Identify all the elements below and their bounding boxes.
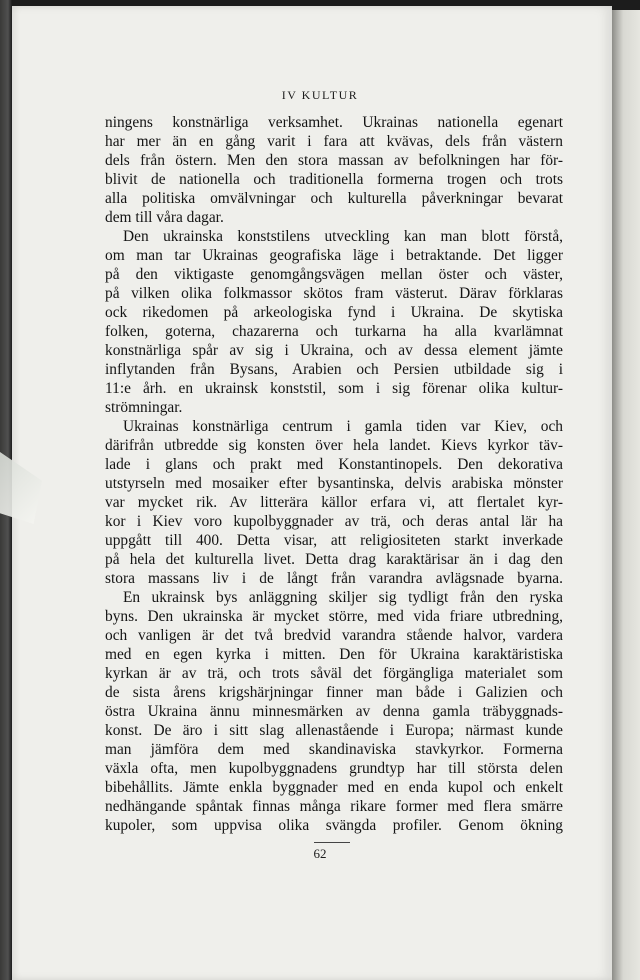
- text-line: Ukrainas konstnärliga centrum i gamla tiden var Kiev, och: [123, 418, 563, 435]
- text-line: man jämföra dem med skandinaviska stavkyrkor. Formerna: [105, 741, 563, 758]
- page-number: 62: [313, 846, 327, 861]
- text-line: med en egen kyrka i mitten. Den för Ukraina karaktäristiska: [105, 646, 563, 663]
- text-line: kupoler, som uppvisa olika svängda profiler. Genom ökning: [105, 817, 563, 834]
- text-line: konst. De äro i sitt slag allenastående i Europa; närmast kunde: [105, 722, 563, 739]
- text-line: strömningar.: [105, 399, 183, 416]
- text-line: de sista årens krigshärjningar finner man både i Galizien och: [105, 684, 563, 701]
- text-line: inflytanden från Bysans, Arabien och Persien utbildade sig i: [105, 361, 563, 378]
- text-line: En ukrainsk bys anläggning skiljer sig tydligt från den ryska: [123, 589, 563, 606]
- body-text: [105, 113, 563, 835]
- text-line: om man tar Ukrainas geografiska läge i betraktande. Det ligger: [105, 247, 563, 264]
- text-line: kyrkan är av trä, och trots såväl det förgängliga materialet som: [105, 665, 563, 682]
- text-line: därifrån utbredde sig konsten över hela landet. Kievs kyrkor täv-: [105, 437, 563, 454]
- text-line: ningens konstnärliga verksamhet. Ukrainas nationella egenart: [105, 114, 563, 131]
- text-line: Den ukrainska konststilens utveckling kan man blott förstå,: [123, 228, 563, 245]
- text-line: på vilken olika folkmassor skötos fram västerut. Därav förklaras: [105, 285, 563, 302]
- text-line: på den viktigaste genomgångsvägen mellan öster och väster,: [105, 266, 563, 283]
- page-number-rule: [314, 842, 350, 843]
- running-header: IV KULTUR: [281, 88, 359, 102]
- text-line: alla politiska omvälvningar och kulturella påverkningar bevarat: [105, 190, 563, 207]
- text-line: konstnärliga spår av sig i Ukraina, och av dessa element jämte: [105, 342, 563, 359]
- text-line: och vanligen är det två bredvid varandra stående halvor, vardera: [105, 627, 563, 644]
- text-line: östra Ukraina ännu minnesmärken av denna gamla träbyggnads-: [105, 703, 563, 720]
- text-line: stora massans liv i de långt från varandra avlägsnade byarna.: [105, 570, 563, 587]
- text-line: på hela det kulturella livet. Detta drag karaktärisar än i dag den: [105, 551, 563, 568]
- text-line: ock rikedomen på arkeologiska fynd i Ukraina. De skytiska: [105, 304, 563, 321]
- text-line: kor i Kiev voro kupolbyggnader av trä, och deras antal lär ha: [105, 513, 563, 530]
- text-line: dels från östern. Men den stora massan av befolkningen har för-: [105, 152, 563, 169]
- text-line: blivit de nationella och traditionella formerna trogen och trots: [105, 171, 563, 188]
- text-line: dem till våra dagar.: [105, 209, 224, 226]
- text-line: har mer än en gång varit i fara att kvävas, dels från västern: [105, 133, 563, 150]
- text-line: folken, goterna, chazarerna och turkarna ha alla kvarlämnat: [105, 323, 563, 340]
- text-line: 11:e årh. en ukrainsk konststil, som i sig förenar olika kultur-: [105, 380, 563, 397]
- text-line: byns. Den ukrainska är mycket större, med vida friare utbredning,: [105, 608, 563, 625]
- adjacent-page-edge: [612, 10, 640, 980]
- text-line: lade i glans och prakt med Konstantinopels. Den dekorativa: [105, 456, 563, 473]
- text-line: nedhängande spåntak finnas många rikare former med flera smärre: [105, 798, 563, 815]
- text-line: bibehållits. Jämte enkla byggnader med en enda kupol och enkelt: [105, 779, 563, 796]
- text-line: uppgått till 400. Detta visar, att religiositeten starkt inverkade: [105, 532, 563, 549]
- text-line: utstyrseln med mosaiker efter bysantinska, delvis arabiska mönster: [105, 475, 563, 492]
- text-line: växla ofta, men kupolbyggnadens grundtyp har till största delen: [105, 760, 563, 777]
- text-line: var mycket rik. Av litterära källor erfara vi, att flertalet kyr-: [105, 494, 563, 511]
